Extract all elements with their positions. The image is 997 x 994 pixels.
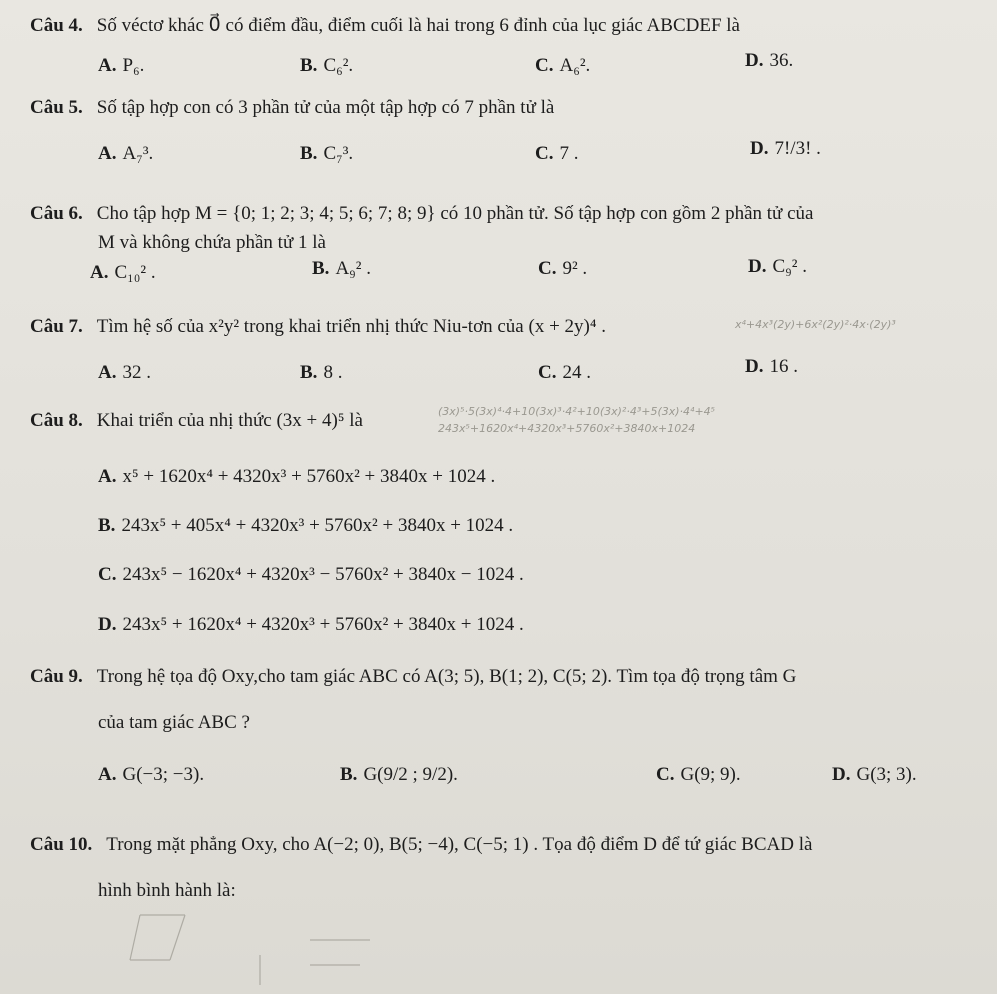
q8-option-a xyxy=(98,466,495,488)
option-label: A. xyxy=(98,466,117,487)
option-text: C₇³. xyxy=(323,143,354,164)
option-label: C. xyxy=(535,143,554,164)
q8-option-d xyxy=(98,614,524,636)
option-text: G(−3; −3). xyxy=(122,764,205,785)
option-label: B. xyxy=(300,362,318,383)
option-label: D. xyxy=(832,764,851,785)
q7-option-a xyxy=(98,362,151,384)
q7-option-d xyxy=(745,356,798,378)
handwritten-sketch xyxy=(110,905,490,990)
q4-option-d xyxy=(745,50,793,72)
option-text: x⁵ + 1620x⁴ + 4320x³ + 5760x² + 3840x + 1024 . xyxy=(122,466,496,487)
q9-option-d xyxy=(832,764,917,786)
question-4 xyxy=(30,14,740,37)
option-label: C. xyxy=(535,55,554,76)
question-4-text: Số véctơ khác 0⃗ có điểm đầu, điểm cuối là hai trong 6 đỉnh của lục giác ABCDEF là xyxy=(96,15,740,36)
option-text: 8 . xyxy=(323,362,343,383)
question-6-text-cont: M và không chứa phần tử 1 là xyxy=(98,232,326,253)
q5-option-a xyxy=(98,143,153,165)
option-label: C. xyxy=(538,362,557,383)
option-label: B. xyxy=(312,258,330,279)
option-text: 243x⁵ − 1620x⁴ + 4320x³ − 5760x² + 3840x − 1024 . xyxy=(122,564,524,585)
q4-option-c xyxy=(535,55,590,77)
option-text: P₆. xyxy=(122,55,145,76)
question-6-text: Cho tập hợp M = {0; 1; 2; 3; 4; 5; 6; 7; 8; 9} có 10 phần tử. Số tập hợp con gồm 2 phần tử của xyxy=(96,203,814,224)
question-6-label: Câu 6. xyxy=(30,203,83,224)
question-9-text: Trong hệ tọa độ Oxy,cho tam giác ABC có A(3; 5), B(1; 2), C(5; 2). Tìm tọa độ trọng tâm G xyxy=(96,666,797,687)
option-label: A. xyxy=(90,262,109,283)
option-text: 243x⁵ + 1620x⁴ + 4320x³ + 5760x² + 3840x + 1024 . xyxy=(122,614,524,635)
q6-option-d xyxy=(748,256,807,278)
option-label: D. xyxy=(748,256,767,277)
option-text: C₉² . xyxy=(772,256,807,277)
question-9-text-cont: của tam giác ABC ? xyxy=(98,712,250,733)
question-10-label: Câu 10. xyxy=(30,834,93,855)
q7-option-c xyxy=(538,362,591,384)
handwritten-note: x⁴+4x³(2y)+6x²(2y)²·4x·(2y)³ xyxy=(735,318,896,331)
q6-option-a xyxy=(90,262,156,284)
question-7-text: Tìm hệ số của x²y² trong khai triển nhị thức Niu-tơn của (x + 2y)⁴ . xyxy=(96,316,606,337)
question-10-text: Trong mặt phẳng Oxy, cho A(−2; 0), B(5; −4), C(−5; 1) . Tọa độ điểm D để tứ giác BCAD là xyxy=(106,834,813,855)
q9-option-a xyxy=(98,764,204,786)
q8-option-b xyxy=(98,515,513,537)
option-text: C₆². xyxy=(323,55,354,76)
q5-option-c xyxy=(535,143,578,165)
q4-option-b xyxy=(300,55,353,77)
option-label: B. xyxy=(300,55,318,76)
q5-option-d xyxy=(750,138,821,160)
question-9-label: Câu 9. xyxy=(30,666,83,687)
option-text: 7 . xyxy=(559,143,579,164)
option-label: A. xyxy=(98,143,117,164)
q9-option-c xyxy=(656,764,741,786)
option-text: A₇³. xyxy=(122,143,154,164)
option-label: C. xyxy=(656,764,675,785)
option-text: C₁₀² . xyxy=(114,262,156,283)
question-10 xyxy=(30,834,812,856)
q6-option-b xyxy=(312,258,371,280)
question-9 xyxy=(30,666,796,688)
option-text: A₉² . xyxy=(335,258,371,279)
option-text: G(3; 3). xyxy=(856,764,917,785)
option-text: 32 . xyxy=(122,362,151,383)
q7-option-b xyxy=(300,362,342,384)
question-8-label: Câu 8. xyxy=(30,410,83,431)
handwritten-note: 243x⁵+1620x⁴+4320x³+5760x²+3840x+1024 xyxy=(438,422,696,435)
q9-option-b xyxy=(340,764,458,786)
question-10-text-cont: hình bình hành là: xyxy=(98,880,236,901)
option-label: C. xyxy=(98,564,117,585)
option-label: B. xyxy=(300,143,318,164)
option-text: 36. xyxy=(769,50,794,71)
option-label: B. xyxy=(340,764,358,785)
option-label: D. xyxy=(750,138,769,159)
option-text: 7!/3! . xyxy=(774,138,821,159)
question-4-label: Câu 4. xyxy=(30,15,83,36)
handwritten-note: (3x)⁵·5(3x)⁴·4+10(3x)³·4²+10(3x)²·4³+5(3x)·4⁴+4⁵ xyxy=(438,405,716,418)
option-label: D. xyxy=(745,50,764,71)
question-7 xyxy=(30,316,606,338)
option-text: 24 . xyxy=(562,362,591,383)
q6-option-c xyxy=(538,258,587,280)
option-text: 243x⁵ + 405x⁴ + 4320x³ + 5760x² + 3840x + 1024 . xyxy=(121,515,514,536)
q5-option-b xyxy=(300,143,353,165)
question-5-text: Số tập hợp con có 3 phần tử của một tập hợp có 7 phần tử là xyxy=(96,97,555,118)
option-label: A. xyxy=(98,764,117,785)
question-8-text: Khai triển của nhị thức (3x + 4)⁵ là xyxy=(96,410,363,431)
option-label: D. xyxy=(745,356,764,377)
option-text: G(9/2 ; 9/2). xyxy=(363,764,458,785)
option-text: G(9; 9). xyxy=(680,764,741,785)
question-5 xyxy=(30,97,554,119)
option-text: 16 . xyxy=(769,356,798,377)
option-label: D. xyxy=(98,614,117,635)
option-label: A. xyxy=(98,362,117,383)
question-6 xyxy=(30,203,813,225)
option-text: 9² . xyxy=(562,258,588,279)
option-text: A₆². xyxy=(559,55,591,76)
q4-option-a xyxy=(98,55,144,77)
option-label: A. xyxy=(98,55,117,76)
question-5-label: Câu 5. xyxy=(30,97,83,118)
option-label: C. xyxy=(538,258,557,279)
option-label: B. xyxy=(98,515,116,536)
q8-option-c xyxy=(98,564,524,586)
question-8 xyxy=(30,410,363,432)
question-7-label: Câu 7. xyxy=(30,316,83,337)
